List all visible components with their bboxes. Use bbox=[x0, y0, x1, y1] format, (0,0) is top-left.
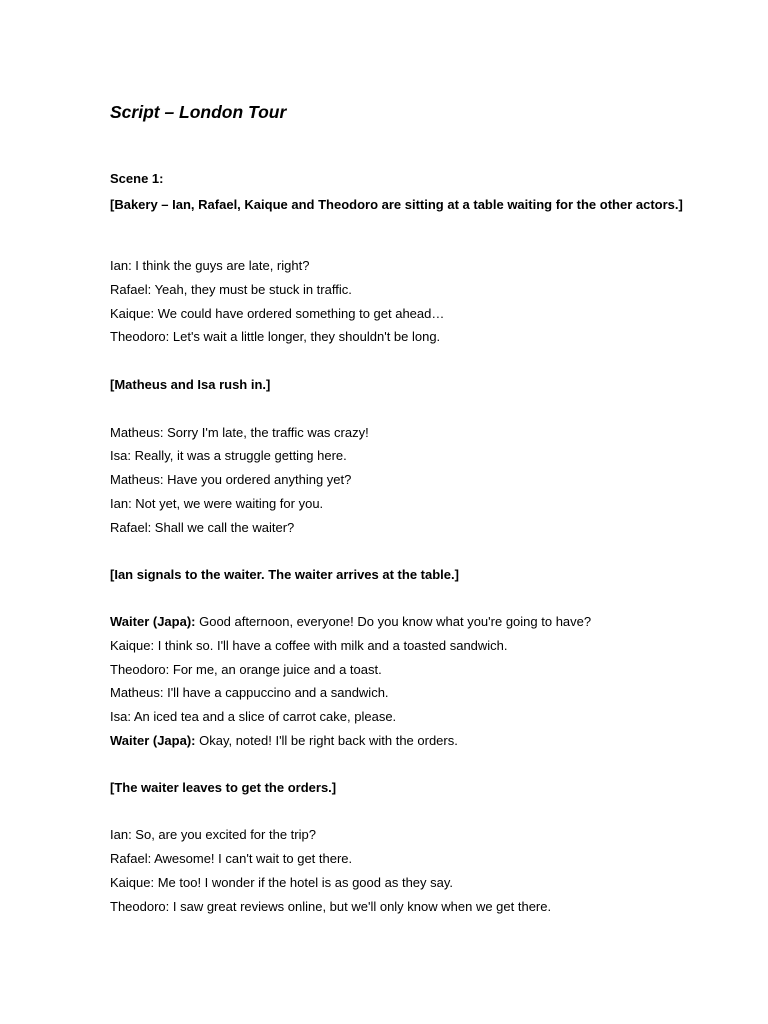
dialogue-line: Isa: An iced tea and a slice of carrot cake, please. bbox=[110, 709, 397, 724]
dialogue-line: Ian: I think the guys are late, right? bbox=[110, 258, 310, 273]
dialogue-line: Theodoro: I saw great reviews online, but we'll only know when we get there. bbox=[110, 899, 552, 914]
speaker-name: Waiter (Japa): bbox=[110, 614, 196, 629]
dialogue-line: Ian: So, are you excited for the trip? bbox=[110, 827, 316, 842]
stage-direction: [Bakery – Ian, Rafael, Kaique and Theodoro are sitting at a table waiting for the other actors.] bbox=[110, 197, 683, 212]
dialogue-line: Matheus: Sorry I'm late, the traffic was crazy! bbox=[110, 425, 369, 440]
dialogue-line bbox=[110, 733, 458, 749]
stage-direction: [Matheus and Isa rush in.] bbox=[110, 377, 271, 392]
dialogue-line: Isa: Really, it was a struggle getting here. bbox=[110, 448, 347, 463]
dialogue-line: Rafael: Shall we call the waiter? bbox=[110, 520, 295, 535]
scene-heading: Scene 1: bbox=[110, 171, 164, 186]
speaker-name: Waiter (Japa): bbox=[110, 733, 196, 748]
dialogue-line: Kaique: We could have ordered something to get ahead… bbox=[110, 306, 445, 321]
dialogue-line: Rafael: Awesome! I can't wait to get there. bbox=[110, 851, 353, 866]
dialogue-line: Rafael: Yeah, they must be stuck in traffic. bbox=[110, 282, 352, 297]
dialogue-line: Kaique: I think so. I'll have a coffee with milk and a toasted sandwich. bbox=[110, 638, 508, 653]
dialogue-line: Matheus: Have you ordered anything yet? bbox=[110, 472, 352, 487]
dialogue-line bbox=[110, 614, 591, 630]
dialogue-text: Okay, noted! I'll be right back with the orders. bbox=[195, 733, 458, 748]
dialogue-line: Kaique: Me too! I wonder if the hotel is as good as they say. bbox=[110, 875, 454, 890]
stage-direction: [The waiter leaves to get the orders.] bbox=[110, 780, 337, 795]
dialogue-line: Theodoro: Let's wait a little longer, they shouldn't be long. bbox=[110, 329, 441, 344]
dialogue-text: Good afternoon, everyone! Do you know what you're going to have? bbox=[195, 614, 592, 629]
dialogue-line: Ian: Not yet, we were waiting for you. bbox=[110, 496, 324, 511]
dialogue-line: Theodoro: For me, an orange juice and a toast. bbox=[110, 662, 382, 677]
dialogue-line: Matheus: I'll have a cappuccino and a sandwich. bbox=[110, 685, 389, 700]
stage-direction: [Ian signals to the waiter. The waiter arrives at the table.] bbox=[110, 567, 459, 582]
script-title: Script – London Tour bbox=[110, 102, 287, 122]
